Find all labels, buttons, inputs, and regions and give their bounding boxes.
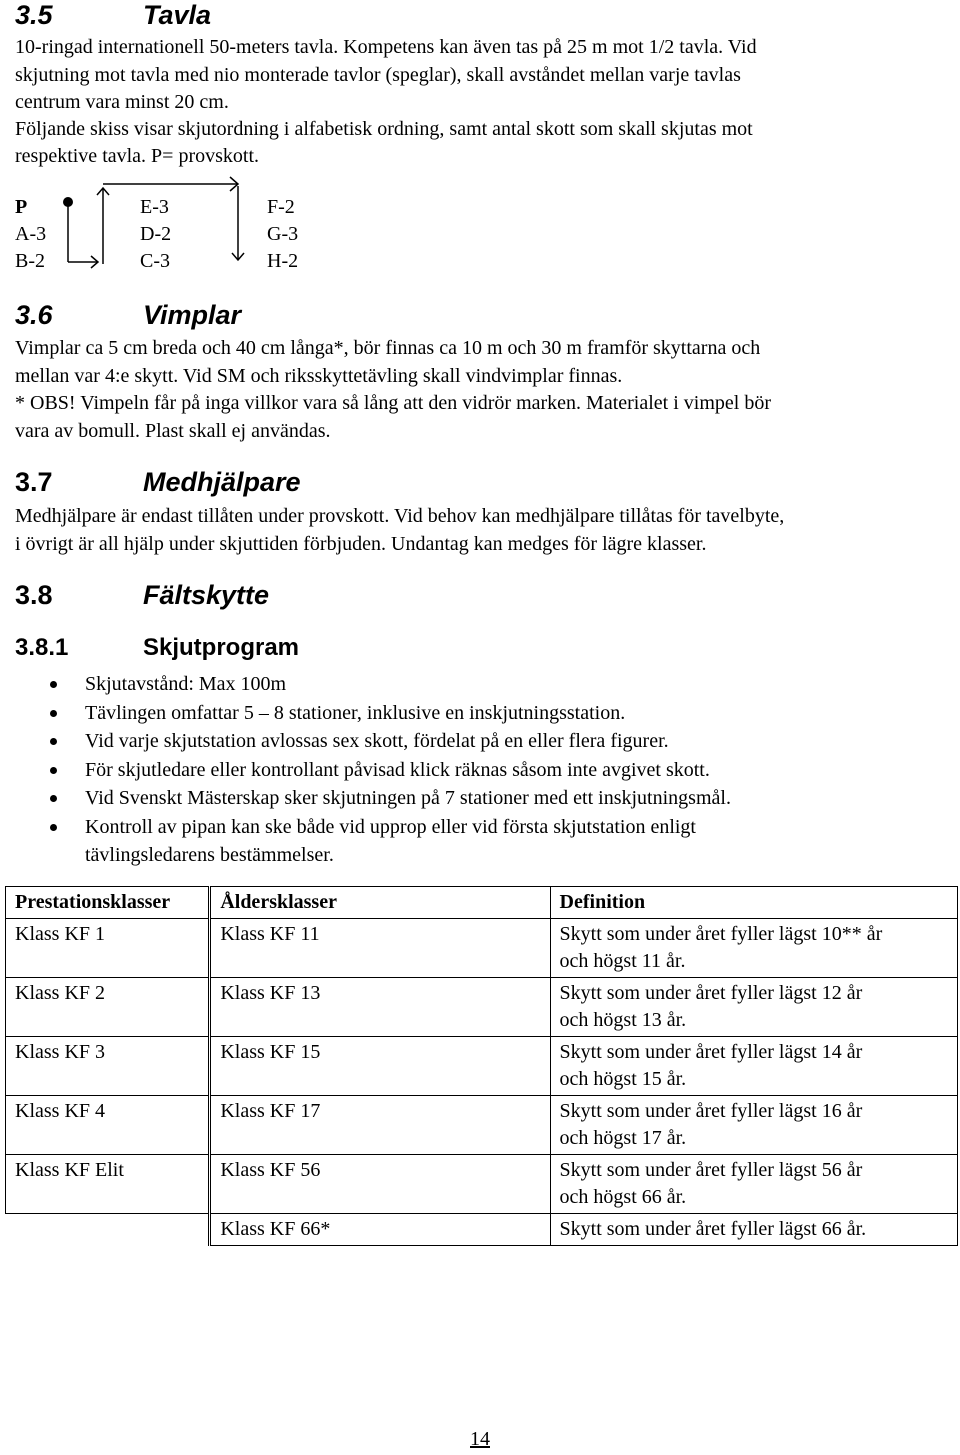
bullet-dot: [50, 710, 57, 717]
diagram-start-dot: [63, 197, 73, 207]
class-table: [5, 886, 958, 1246]
list-item: [50, 727, 930, 756]
diagram-label: F-2: [267, 196, 295, 218]
diagram-label: E-3: [140, 196, 169, 218]
list-item: [50, 670, 930, 699]
list-item: [50, 699, 930, 728]
list-item-text: För skjutledare eller kontrollant påvisad klick räknas såsom inte avgivet skott.: [85, 758, 710, 781]
table-cell: Klass KF 13: [210, 978, 550, 1037]
diagram-label: A-3: [15, 223, 47, 245]
section-3-6-number: 3.6: [15, 300, 53, 330]
table-cell: [550, 978, 957, 1037]
table-cell: Klass KF 17: [210, 1096, 550, 1155]
table-row: [6, 1155, 958, 1214]
page-number: 14: [470, 1428, 490, 1450]
body-line: Medhjälpare är endast tillåten under provskott. Vid behov kan medhjälpare tillåtas för tavelbyte,: [15, 505, 785, 527]
table-cell: Klass KF 15: [210, 1037, 550, 1096]
table-row: [6, 978, 958, 1037]
list-item-text: Skjutavstånd: Max 100m: [85, 673, 287, 695]
diagram-label: H-2: [267, 250, 299, 272]
definition-line: och högst 11 år.: [559, 950, 686, 972]
bullet-dot: [50, 795, 57, 802]
skjutprogram-list: [50, 670, 930, 870]
table-cell: Klass KF 2: [6, 978, 210, 1037]
section-3-8-1-number: 3.8.1: [15, 634, 69, 661]
body-line: i övrigt är all hjälp under skjuttiden förbjuden. Undantag kan medges för lägre klasser.: [15, 532, 707, 555]
table-row: [6, 919, 958, 978]
section-3-5-note: [15, 116, 940, 170]
definition-line: Skytt som under året fyller lägst 12 år: [559, 982, 863, 1004]
definition-line: och högst 15 år.: [559, 1068, 687, 1090]
table-header-row: [6, 887, 958, 919]
diagram-label: B-2: [15, 250, 45, 272]
table-cell: Skytt som under året fyller lägst 66 år.: [550, 1214, 957, 1246]
body-line: centrum vara minst 20 cm.: [15, 91, 229, 113]
column-header: Prestationsklasser: [6, 887, 210, 919]
definition-line: och högst 17 år.: [559, 1127, 687, 1149]
column-header: Definition: [550, 887, 957, 919]
diagram-label: D-2: [140, 223, 172, 245]
definition-line: Skytt som under året fyller lägst 14 år: [559, 1041, 863, 1063]
table-cell: Klass KF Elit: [6, 1155, 210, 1214]
diagram-label: C-3: [140, 250, 170, 272]
table-cell: Klass KF 56: [210, 1155, 550, 1214]
list-item-text: Vid Svenskt Mästerskap sker skjutningen på 7 stationer med ett inskjutningsmål.: [85, 787, 731, 809]
column-header: Åldersklasser: [210, 887, 550, 919]
list-item: [50, 756, 930, 785]
body-line: respektive tavla. P= provskott.: [15, 145, 260, 167]
body-line: 10-ringad internationell 50-meters tavla. Kompetens kan även tas på 25 m mot 1/2 tavla. Vid: [15, 36, 757, 58]
list-item-text: tävlingsledarens bestämmelser.: [85, 844, 334, 866]
table-cell: [550, 919, 957, 978]
bullet-dot: [50, 767, 57, 774]
table-cell: Klass KF 11: [210, 919, 550, 978]
diagram-arrows: [0, 172, 300, 282]
diagram-label-p: P: [15, 196, 28, 218]
definition-line: och högst 13 år.: [559, 1009, 687, 1031]
table-row: [6, 1214, 958, 1246]
body-line: vara av bomull. Plast skall ej användas.: [15, 419, 331, 442]
section-3-6-title: Vimplar: [143, 300, 242, 330]
table-cell: Klass KF 4: [6, 1096, 210, 1155]
list-item-text: Kontroll av pipan kan ske både vid upprop eller vid första skjutstation enligt: [85, 815, 696, 838]
body-line: Följande skiss visar skjutordning i alfabetisk ordning, samt antal skott som skall skjutas mot: [15, 118, 753, 140]
table-cell: Klass KF 3: [6, 1037, 210, 1096]
section-3-7-number: 3.7: [15, 467, 53, 497]
section-3-8-1-title: Skjutprogram: [143, 634, 300, 661]
body-line: Vimplar ca 5 cm breda och 40 cm långa*, bör finnas ca 10 m och 30 m framför skyttarna och: [15, 337, 761, 359]
section-3-8-number: 3.8: [15, 580, 53, 610]
table-row: [6, 1037, 958, 1096]
body-line: skjutning mot tavla med nio monterade tavlor (speglar), skall avståndet mellan varje tavlas: [15, 63, 741, 86]
table-cell: [550, 1155, 957, 1214]
table-row: [6, 1096, 958, 1155]
section-3-6-body: [15, 335, 940, 445]
table-cell: Klass KF 1: [6, 919, 210, 978]
list-item-text: Vid varje skjutstation avlossas sex skott, fördelat på en eller flera figurer.: [85, 730, 669, 752]
table-cell: [550, 1096, 957, 1155]
bullet-dot: [50, 738, 57, 745]
definition-line: Skytt som under året fyller lägst 16 år: [559, 1100, 863, 1122]
section-3-7-body: [15, 503, 940, 558]
table-cell: Klass KF 66*: [210, 1214, 550, 1246]
diagram-label: G-3: [267, 223, 299, 245]
definition-line: Skytt som under året fyller lägst 10** år: [559, 923, 883, 945]
section-3-8-title: Fältskytte: [143, 580, 270, 610]
section-3-5-body: [15, 34, 940, 117]
bullet-dot: [50, 824, 57, 831]
list-item: [50, 784, 930, 813]
section-3-5-number: 3.5: [15, 0, 53, 30]
section-3-5-title: Tavla: [143, 0, 212, 30]
list-item: [50, 813, 930, 870]
bullet-dot: [50, 681, 57, 688]
section-3-7-title: Medhjälpare: [143, 467, 301, 497]
body-line: mellan var 4:e skytt. Vid SM och riksskyttetävling skall vindvimplar finnas.: [15, 364, 623, 387]
table-cell: [550, 1037, 957, 1096]
table-cell: [6, 1214, 210, 1246]
body-line: * OBS! Vimpeln får på inga villkor vara så lång att den vidrör marken. Materialet i vimpel bör: [15, 392, 771, 414]
definition-line: och högst 66 år.: [559, 1186, 687, 1208]
definition-line: Skytt som under året fyller lägst 56 år: [559, 1159, 863, 1181]
list-item-text: Tävlingen omfattar 5 – 8 stationer, inklusive en inskjutningsstation.: [85, 701, 626, 724]
